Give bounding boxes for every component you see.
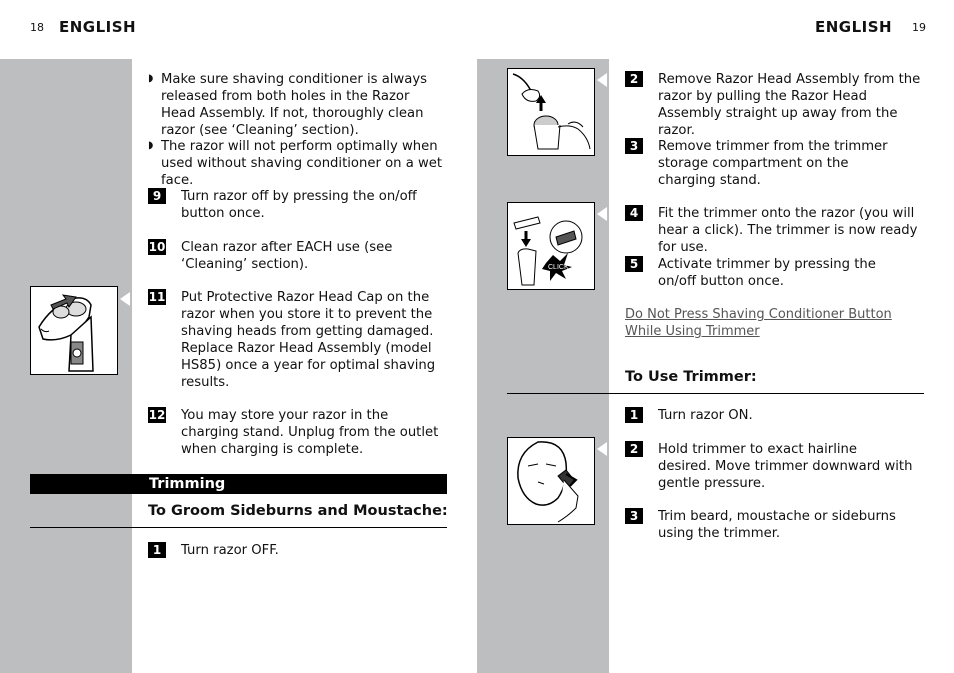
use-trimmer-face-illustration xyxy=(507,437,595,525)
step-number: 5 xyxy=(625,256,643,272)
click-label: CLICK xyxy=(548,264,569,271)
step-number: 3 xyxy=(625,508,643,524)
step-text: Turn razor ON. xyxy=(658,408,753,423)
step-number: 9 xyxy=(148,188,166,204)
figure-pointer xyxy=(120,292,130,306)
step-number: 2 xyxy=(625,71,643,87)
bullet-marker: ◗ xyxy=(148,140,154,151)
step-text: Turn razor off by pressing the on/off button once. xyxy=(181,189,417,221)
bullet-text: Make sure shaving conditioner is always released from both holes in the Razor Head Assembly. If not, thoroughly clean razor (see ‘Cleaning’ section). xyxy=(161,72,428,138)
step-number: 1 xyxy=(148,542,166,558)
step-text: You may store your razor in the charging stand. Unplug from the outlet when charging is complete. xyxy=(181,408,439,457)
fit-trimmer-illustration xyxy=(507,202,595,290)
step-text: Turn razor OFF. xyxy=(181,543,279,558)
step-text: Put Protective Razor Head Cap on the razor when you store it to prevent the shaving heads from getting damaged. Replace Razor Head Assembly (model HS85) once a year for optimal shaving results. xyxy=(181,290,436,390)
figure-pointer xyxy=(597,73,607,87)
step-text: Activate trimmer by pressing the on/off button once. xyxy=(658,257,876,289)
bullet-marker: ◗ xyxy=(148,73,154,84)
groom-subheading-rule xyxy=(30,527,447,528)
step-number: 2 xyxy=(625,441,643,457)
step-number: 4 xyxy=(625,205,643,221)
step-text: Trim beard, moustache or sideburns using the trimmer. xyxy=(658,509,896,541)
remove-head-assembly-illustration xyxy=(507,68,595,156)
step-text: Remove Razor Head Assembly from the razor by pulling the Razor Head Assembly straight up away from the razor. xyxy=(658,72,921,138)
trimmer-warning-note: Do Not Press Shaving Conditioner Button While Using Trimmer xyxy=(625,307,892,339)
left-page-language: ENGLISH xyxy=(59,18,137,36)
groom-subheading: To Groom Sideburns and Moustache: xyxy=(148,503,448,519)
bullet-text: The razor will not perform optimally when used without shaving conditioner on a wet face. xyxy=(161,139,443,188)
step-number: 1 xyxy=(625,407,643,423)
figure-pointer xyxy=(597,442,607,456)
razor-head-cap-illustration xyxy=(30,286,118,375)
figure-pointer xyxy=(597,207,607,221)
step-text: Fit the trimmer onto the razor (you will hear a click). The trimmer is now ready for use. xyxy=(658,206,918,255)
step-text: Remove trimmer from the trimmer storage compartment on the charging stand. xyxy=(658,139,888,188)
use-trimmer-subheading-rule xyxy=(507,393,924,394)
step-text: Clean razor after EACH use (see ‘Cleaning’ section). xyxy=(181,240,393,272)
step-text: Hold trimmer to exact hairline desired. Move trimmer downward with gentle pressure. xyxy=(658,442,913,491)
step-number: 11 xyxy=(148,290,166,304)
trimming-section-bar xyxy=(30,474,447,494)
right-page-number: 19 xyxy=(912,21,926,34)
step-number: 10 xyxy=(148,240,166,254)
trimming-section-title: Trimming xyxy=(149,476,226,492)
left-page-number: 18 xyxy=(30,21,44,34)
use-trimmer-subheading: To Use Trimmer: xyxy=(625,369,757,385)
step-number: 12 xyxy=(148,408,166,422)
right-page-language: ENGLISH xyxy=(815,18,893,36)
step-number: 3 xyxy=(625,138,643,154)
